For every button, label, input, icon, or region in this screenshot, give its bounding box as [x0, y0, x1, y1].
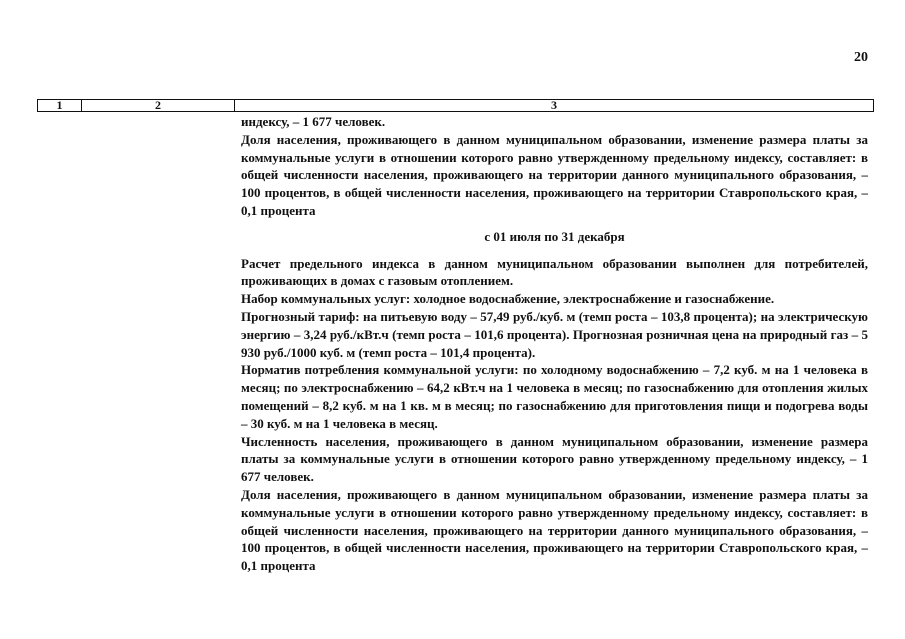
table-header-col-2: 2 [82, 100, 235, 111]
paragraph-population-share-2: Доля населения, проживающего в данном муниципальном образовании, изменение размера платы за коммунальные услуги в отношении которого равно утвержденному предельному индексу, составляет: в общей численности населения, проживающего на территории данного муниципального образования, – 100 процентов, в общей численности населения, проживающего на территории Ставропольского края, – 0,1 процента [241, 486, 868, 574]
table-header-col-1: 1 [38, 100, 82, 111]
paragraph-calculation: Расчет предельного индекса в данном муниципальном образовании выполнен для потребителей, проживающих в домах с газовым отоплением. [241, 255, 868, 289]
page-number: 20 [854, 50, 868, 65]
paragraph-consumption-norm: Норматив потребления коммунальной услуги: по холодному водоснабжению – 7,2 куб. м на 1 человека в месяц; по электроснабжению – 64,2 кВт.ч на 1 человека в месяц; по газоснабжению для отопления жилых помещений – 8,2 куб. м на 1 кв. м в месяц; по газоснабжению для приготовления пищи и подогрева воды – 30 куб. м на 1 человека в месяц. [241, 362, 868, 431]
paragraph-population-count: Численность населения, проживающего в данном муниципальном образовании, изменение размера платы за коммунальные услуги в отношении которого равно утвержденному предельному индексу, – 1 677 человек. [241, 433, 868, 485]
document-body [241, 113, 868, 575]
table-header-col-3: 3 [551, 98, 557, 112]
table-header-row [37, 99, 874, 112]
period-heading: с 01 июля по 31 декабря [484, 228, 625, 244]
paragraph-service-set: Набор коммунальных услуг: холодное водоснабжение, электроснабжение и газоснабжение. [241, 291, 775, 307]
paragraph-population-share: Доля населения, проживающего в данном муниципальном образовании, изменение размера платы за коммунальные услуги в отношении которого равно утвержденному предельному индексу, составляет: в общей численности населения, проживающего на территории данного муниципального образования, – 100 процентов, в общей численности населения, проживающего на территории Ставропольского края, – 0,1 процента [241, 131, 868, 218]
paragraph-tariff: Прогнозный тариф: на питьевую воду – 57,49 руб./куб. м (темп роста – 103,8 процента); на электрическую энергию – 3,24 руб./кВт.ч (темп роста – 101,6 процента). Прогнозная розничная цена на природный газ – 5 930 руб./1000 куб. м (темп роста – 101,4 процента). [241, 308, 868, 360]
paragraph-continuation: индексу, – 1 677 человек. [241, 114, 386, 129]
